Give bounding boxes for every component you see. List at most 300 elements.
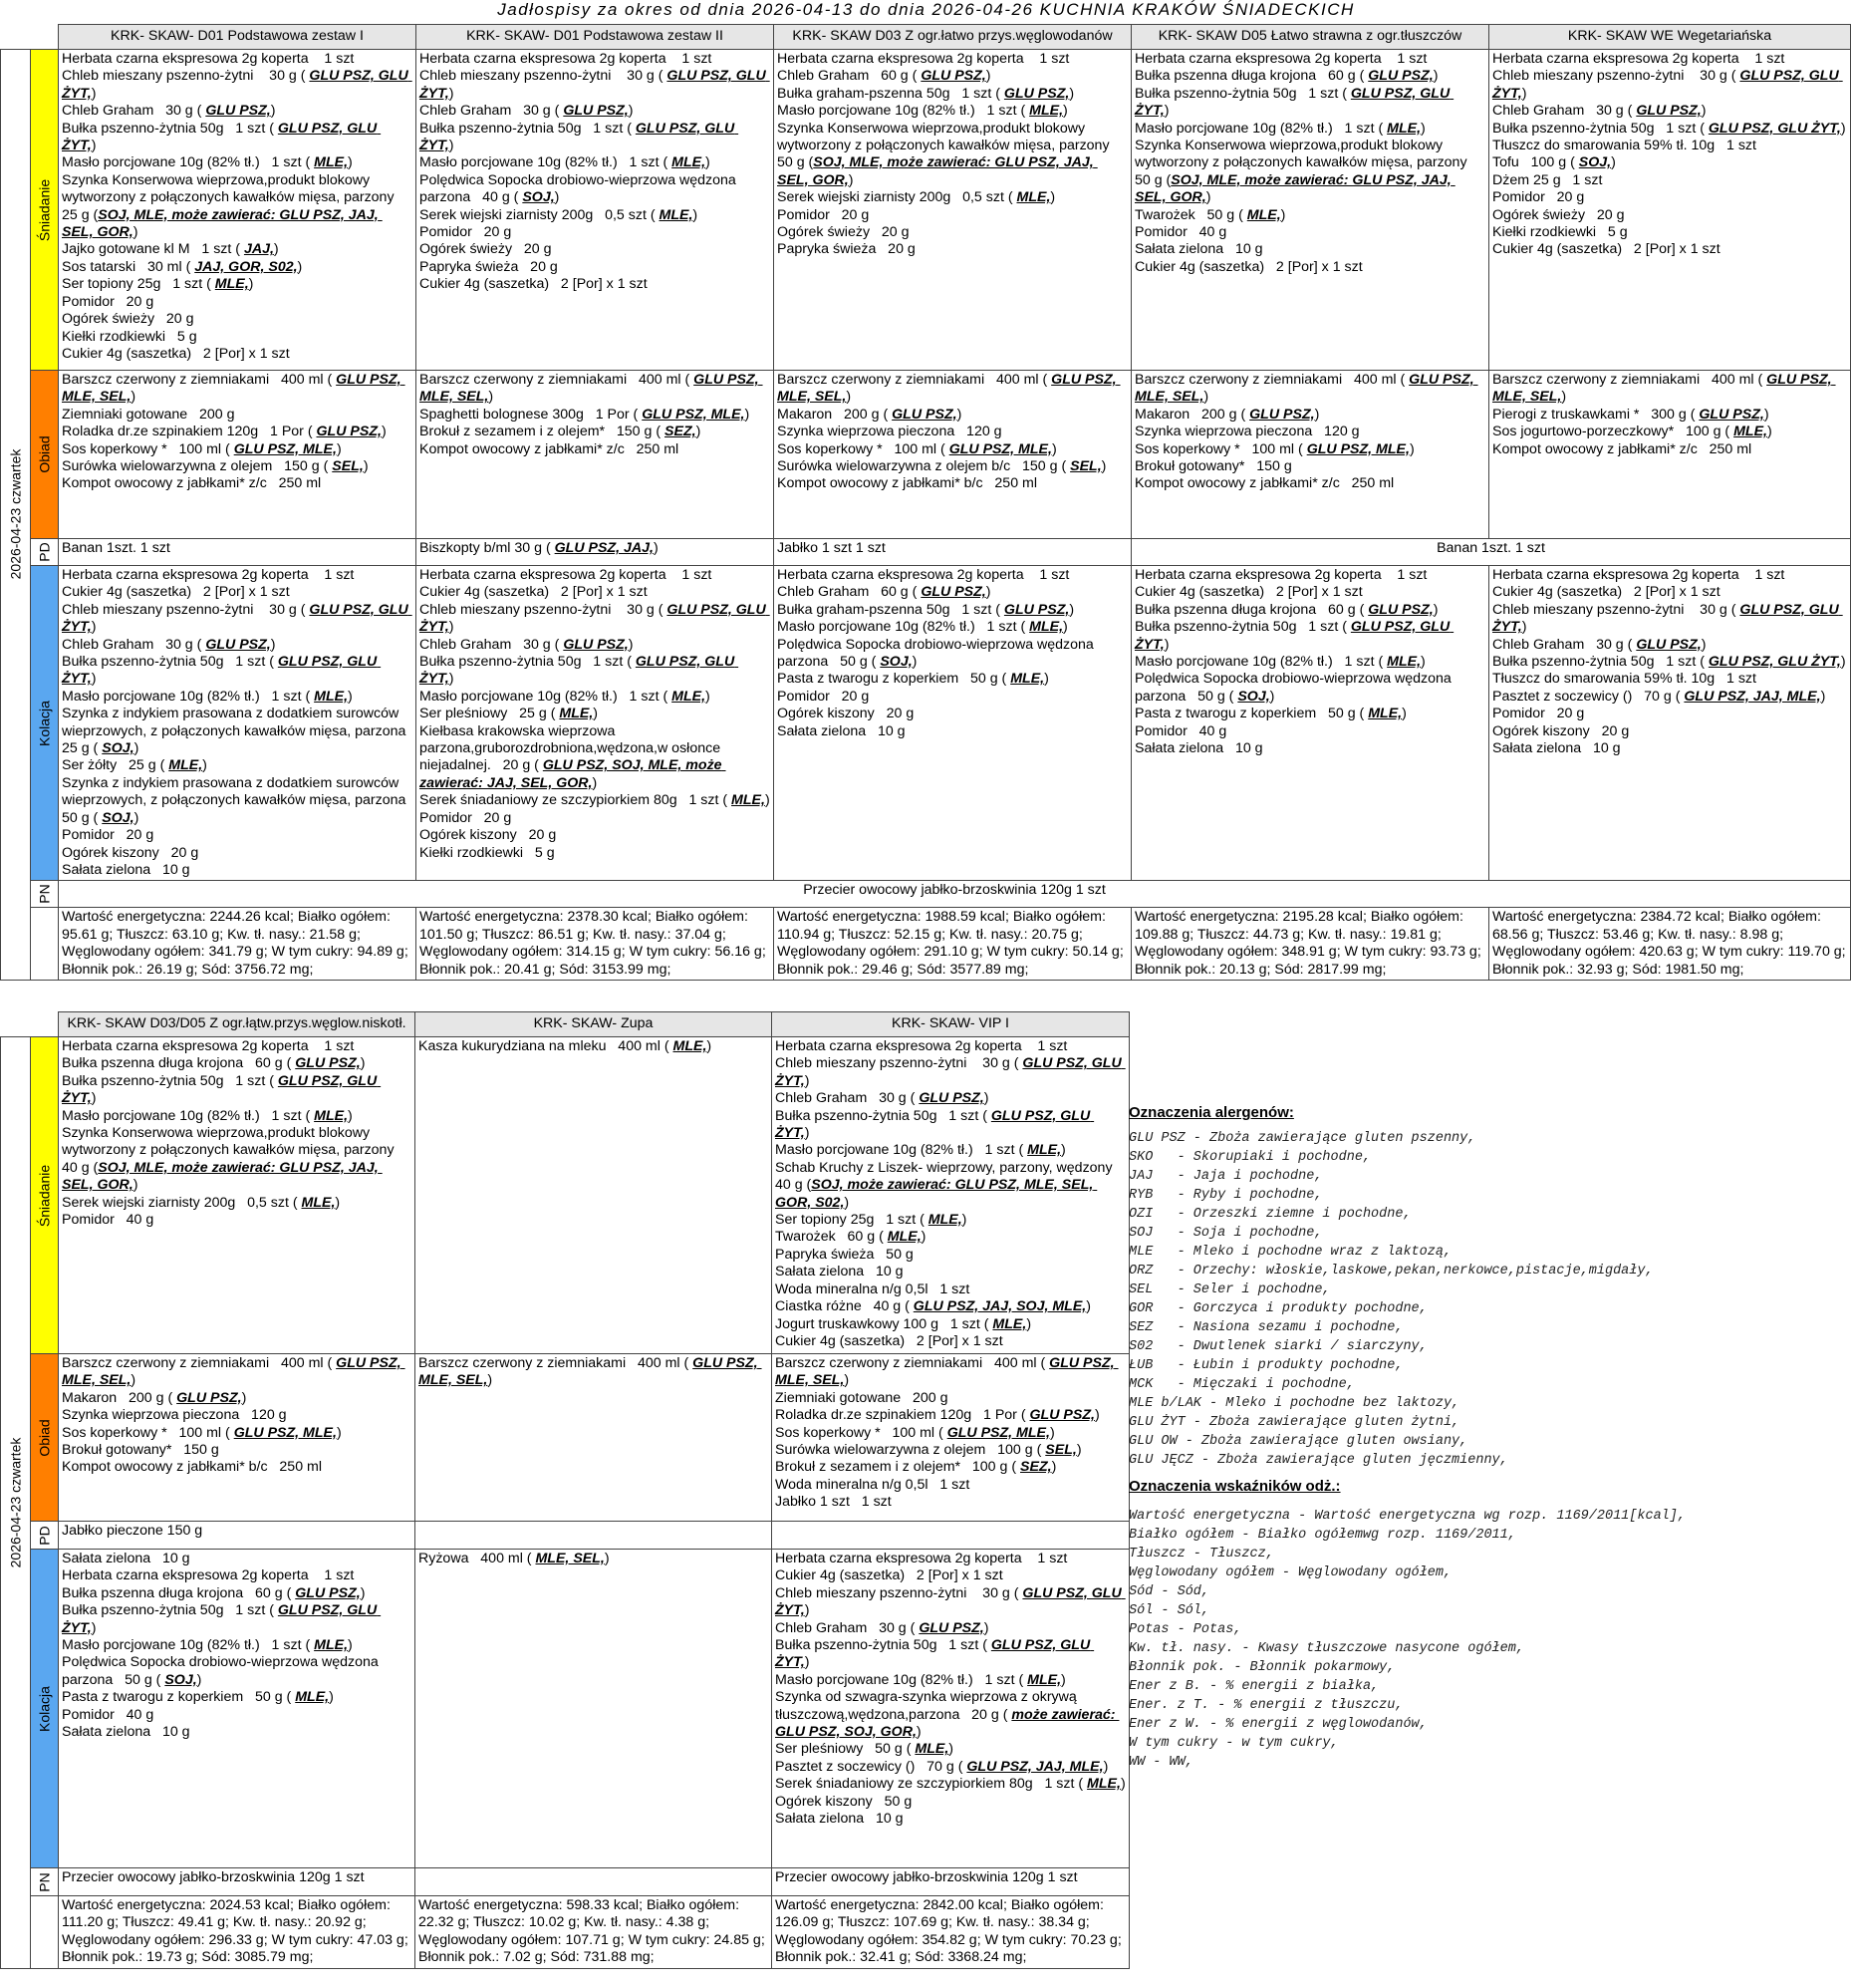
menu-item: Bułka pszenno-żytnia 50g 1 szt ( GLU PSZ, GLU ŻYT,) (62, 1072, 382, 1107)
menu-item: Herbata czarna ekspresowa 2g koperta 1 szt (1492, 567, 1785, 583)
meal-label-obiad: Obiad (31, 1354, 59, 1522)
menu-item: Pomidor 20 g (419, 809, 512, 826)
allergen-codes: GLU PSZ, MLE, SEL, (1135, 372, 1478, 406)
menu-item: Cukier 4g (saszetka) 2 [Por] x 1 szt (1135, 584, 1363, 601)
menu-item: Pomidor 20 g (62, 293, 154, 310)
allergen-codes: MLE, (1246, 206, 1281, 223)
menu-item: Szynka wieprzowa pieczona 120 g (62, 1407, 287, 1424)
meal-label-kolacja: Kolacja (31, 1550, 59, 1868)
allergen-codes: GLU PSZ, (176, 1389, 242, 1406)
menu-item: Bułka pszenna długa krojona 60 g ( GLU PSZ,) (1135, 68, 1439, 85)
allergen-codes: JAJ, GOR, S02, (194, 258, 298, 275)
indicator-line: W tym cukry - w tym cukry, (1129, 1736, 1339, 1751)
allergen-codes: GLU PSZ, JAJ, MLE, (966, 1758, 1104, 1775)
allergen-codes: MLE, (1010, 671, 1045, 688)
menu-item: Sałata zielona 10 g (1135, 740, 1263, 757)
menu-item: Pomidor 20 g (419, 224, 512, 241)
menu-item: Twarożek 60 g ( MLE,) (775, 1229, 926, 1246)
menu-item: Serek wiejski ziarnisty 200g 0,5 szt ( MLE,) (62, 1194, 341, 1211)
meal-cell (1132, 371, 1489, 539)
menu-item: Ogórek świeży 20 g (419, 241, 552, 258)
allergen-codes: GLU PSZ, JAJ, SOJ, MLE, (913, 1298, 1087, 1315)
allergen-codes: GLU PSZ, (295, 1055, 361, 1072)
menu-item: Bułka pszenna długa krojona 60 g ( GLU PSZ,) (1135, 601, 1439, 618)
menu-item: Barszcz czerwony z ziemniakami 400 ml ( GLU PSZ, MLE, SEL,) (1492, 372, 1836, 406)
menu-item: Chleb Graham 30 g ( GLU PSZ,) (419, 103, 634, 120)
menu-item: Chleb Graham 30 g ( GLU PSZ,) (419, 636, 634, 653)
indicator-line: Potas - Potas, (1129, 1622, 1242, 1637)
menu-item: Surówka wielowarzywna z olejem 150 g ( SEL,) (62, 458, 369, 475)
meal-label-obiad: Obiad (31, 371, 59, 539)
indicator-list (1129, 1507, 1846, 1772)
allergen-codes: MLE, (1733, 424, 1767, 440)
menu-item: Herbata czarna ekspresowa 2g koperta 1 szt (419, 51, 712, 67)
menu-item: Herbata czarna ekspresowa 2g koperta 1 szt (62, 1567, 355, 1584)
menu-item: Pasta z twarogu z koperkiem 50 g ( MLE,) (777, 671, 1049, 688)
allergen-codes: MLE, (1016, 189, 1051, 206)
allergen-codes: SOJ, MLE, może zawierać: GLU PSZ, JAJ, SEL, GOR, (1135, 171, 1455, 206)
menu-item: Masło porcjowane 10g (82% tł.) 1 szt ( MLE,) (419, 688, 710, 705)
menu-item: Tofu 100 g ( SOJ,) (1492, 154, 1616, 171)
menu-item: Herbata czarna ekspresowa 2g koperta 1 szt (777, 51, 1070, 67)
meal-cell (59, 371, 416, 539)
summary-cell: Wartość energetyczna: 2024.53 kcal; Białko ogółem: 111.20 g; Tłuszcz: 49.41 g; Kw. tł. nasy.: 20.92 g; Węglowodany ogółem: 296.33 g; W tym cukry: 47.03 g; Błonnik pok.: 19.73 g; Sód: 3085.79 mg; (59, 1896, 415, 1969)
menu-item: Pomidor 40 g (1135, 722, 1227, 739)
menu-item: Surówka wielowarzywna z olejem b/c 150 g ( SEL,) (777, 458, 1107, 475)
allergen-codes: GLU PSZ, (1368, 601, 1434, 618)
menu-item: Sos jogurtowo-porzeczkowy* 100 g ( MLE,) (1492, 424, 1772, 440)
allergen-codes: GLU PSZ, (316, 424, 382, 440)
menu-item: Kiełbasa krakowska wieprzowa parzona,gruborozdrobniona,wędzona,w osłonce niejadalnej. 20 g ( GLU PSZ, SOJ, MLE, może zawierać: JAJ, SEL, GOR,) (419, 722, 726, 791)
menu-item: Chleb mieszany pszenno-żytni 30 g ( GLU PSZ, GLU ŻYT,) (775, 1584, 1126, 1619)
meal-cell (415, 1550, 772, 1868)
allergen-codes: GLU PSZ, GLU ŻYT, (62, 1072, 382, 1107)
menu-item: Makaron 200 g ( GLU PSZ,) (1135, 406, 1320, 423)
allergen-codes: może zawierać: GLU PSZ, SOJ, GOR, (775, 1706, 1120, 1741)
allergen-codes: GLU PSZ, GLU ŻYT, (775, 1584, 1126, 1619)
menu-item: Sałata zielona 10 g (1135, 241, 1263, 258)
menu-item: Szynka z indykiem prasowana z dodatkiem surowców wieprzowych, z połączonych kawałków mięsa, parzona 50 g ( SOJ,) (62, 774, 418, 826)
allergen-codes: SOJ, (164, 1671, 197, 1688)
menu-item: Cukier 4g (saszetka) 2 [Por] x 1 szt (1492, 584, 1720, 601)
meal-label-pn: PN (31, 881, 59, 908)
allergen-codes: MLE, (295, 1689, 330, 1706)
allergen-codes: GLU PSZ, (1249, 406, 1315, 423)
menu-item: Chleb mieszany pszenno-żytni 30 g ( GLU PSZ, GLU ŻYT,) (419, 601, 770, 636)
menu-item: Bułka pszenno-żytnia 50g 1 szt ( GLU PSZ, GLU ŻYT,) (1492, 120, 1846, 137)
allergen-codes: GLU PSZ, GLU ŻYT, (1708, 120, 1841, 137)
meal-cell (772, 1037, 1130, 1354)
menu-item: Jajko gotowane kl M 1 szt ( JAJ,) (62, 241, 279, 258)
menu-item: Bułka pszenna długa krojona 60 g ( GLU PSZ,) (62, 1584, 366, 1601)
menu-item: Chleb mieszany pszenno-żytni 30 g ( GLU PSZ, GLU ŻYT,) (775, 1055, 1126, 1089)
pn-cell: Przecier owocowy jabłko-brzoskwinia 120g 1 szt (772, 1868, 1130, 1896)
indicator-line: WW - WW, (1129, 1755, 1193, 1770)
date-cell (1, 50, 31, 981)
pd-cell: Jabłko pieczone 150 g (59, 1522, 415, 1550)
allergen-codes: MLE, (927, 1212, 962, 1229)
menu-item: Szynka z indykiem prasowana z dodatkiem surowców wieprzowych, z połączonych kawałków mięsa, parzona 25 g ( SOJ,) (62, 706, 418, 757)
meal-label-pd: PD (31, 1522, 59, 1550)
allergen-codes: GLU PSZ, MLE, (1306, 440, 1410, 457)
allergen-codes: GLU PSZ, MLE, (642, 406, 745, 423)
allergen-codes: MLE, (214, 276, 249, 293)
summary-cell: Wartość energetyczna: 2244.26 kcal; Białko ogółem: 95.61 g; Tłuszcz: 63.10 g; Kw. tł. nasy.: 21.58 g; Węglowodany ogółem: 341.79 g; W tym cukry: 94.89 g; Błonnik pok.: 26.19 g; Sód: 3756.72 mg; (59, 908, 416, 981)
allergen-line: GLU ŻYT - Zboża zawierające gluten żytni, (1129, 1415, 1460, 1430)
allergen-codes: GLU PSZ, (921, 68, 986, 85)
menu-item: Ser topiony 25g 1 szt ( MLE,) (62, 276, 254, 293)
allergen-codes: GLU PSZ, (1699, 406, 1764, 423)
summary-label-empty (31, 1896, 59, 1969)
menu-item: Ogórek kiszony 20 g (62, 844, 199, 861)
allergen-codes: GLU PSZ, (1636, 636, 1702, 653)
allergen-codes: SOJ, (1578, 154, 1612, 171)
menu-item: Kiełki rzodkiewki 5 g (1492, 224, 1628, 241)
menu-item: Szynka wieprzowa pieczona 120 g (1135, 424, 1360, 440)
allergen-codes: MLE, (1027, 1142, 1062, 1159)
menu-item: Szynka Konserwowa wieprzowa,produkt blokowy wytworzony z połączonych kawałków mięsa, parzony 40 g (SOJ, MLE, może zawierać: GLU PSZ, JAJ, SEL, GOR,) (62, 1125, 406, 1194)
summary-cell: Wartość energetyczna: 598.33 kcal; Białko ogółem: 22.32 g; Tłuszcz: 10.02 g; Kw. tł. nasy.: 4.38 g; Węglowodany ogółem: 107.71 g; W tym cukry: 24.85 g; Błonnik pok.: 7.02 g; Sód: 731.88 mg; (415, 1896, 772, 1969)
menu-item: Brokuł z sezamem i z olejem* 150 g ( SEZ,) (419, 424, 701, 440)
allergen-codes: GLU PSZ, MLE, (948, 440, 1052, 457)
menu-item: Polędwica Sopocka drobiowo-wieprzowa wędzona parzona 50 g ( SOJ,) (62, 1654, 383, 1688)
menu-item: Szynka wieprzowa pieczona 120 g (777, 424, 1002, 440)
allergen-codes: GLU PSZ, GLU ŻYT, (419, 68, 770, 102)
column-header: KRK- SKAW D05 Łatwo strawna z ogr.tłuszczów (1132, 25, 1489, 50)
meal-cell (59, 566, 416, 881)
allergens-title: Oznaczenia alergenów: (1129, 1104, 1294, 1121)
menu-item: Kasza kukurydziana na mleku 400 ml ( MLE,) (418, 1038, 712, 1054)
menu-item: Chleb mieszany pszenno-żytni 30 g ( GLU PSZ, GLU ŻYT,) (1492, 601, 1843, 636)
menu-item: Ser pleśniowy 50 g ( MLE,) (775, 1741, 953, 1758)
menu-item: Pomidor 20 g (62, 827, 154, 844)
menu-item: Cukier 4g (saszetka) 2 [Por] x 1 szt (775, 1332, 1003, 1349)
menu-item: Makaron 200 g ( GLU PSZ,) (62, 1389, 247, 1406)
meal-cell (774, 566, 1132, 881)
meal-cell (774, 50, 1132, 371)
summary-cell: Wartość energetyczna: 2842.00 kcal; Białko ogółem: 126.09 g; Tłuszcz: 107.69 g; Kw. tł. nasy.: 38.34 g; Węglowodany ogółem: 354.82 g; W tym cukry: 70.23 g; Błonnik pok.: 32.41 g; Sód: 3368.24 mg; (772, 1896, 1130, 1969)
menu-item: Pomidor 20 g (777, 688, 870, 705)
indicator-line: Białko ogółem - Białko ogółemwg rozp. 1169/2011, (1129, 1528, 1516, 1543)
menu-item: Bułka pszenno-żytnia 50g 1 szt ( GLU PSZ, GLU ŻYT,) (1135, 619, 1455, 653)
menu-item: Bułka pszenna długa krojona 60 g ( GLU PSZ,) (62, 1055, 366, 1072)
allergen-codes: GLU PSZ, GLU ŻYT, (62, 601, 412, 636)
allergen-codes: GLU PSZ, GLU ŻYT, (62, 654, 382, 688)
column-header: KRK- SKAW- Zupa (415, 1012, 772, 1037)
allergen-line: ORZ - Orzechy: włoskie,laskowe,pekan,nerkowce,pistacje,migdały, (1129, 1264, 1654, 1278)
menu-item: Woda mineralna n/g 0,5l 1 szt (775, 1280, 970, 1297)
menu-item: Roladka dr.ze szpinakiem 120g 1 Por ( GLU PSZ,) (62, 424, 387, 440)
menu-item: Herbata czarna ekspresowa 2g koperta 1 szt (775, 1551, 1068, 1566)
allergen-codes: MLE, (314, 1107, 349, 1124)
meal-label-kolacja: Kolacja (31, 566, 59, 881)
menu-item: Sałata zielona 10 g (62, 1551, 190, 1566)
menu-item: Tłuszcz do smarowania 59% tł. 10g 1 szt (1492, 671, 1756, 688)
menu-item: Bułka pszenno-żytnia 50g 1 szt ( GLU PSZ, GLU ŻYT,) (1492, 654, 1846, 671)
allergen-codes: MLE, (314, 1637, 349, 1654)
legend (1129, 1104, 1846, 1772)
allergen-codes: MLE, (1027, 1671, 1062, 1688)
menu-table-top (0, 24, 1851, 981)
menu-item: Sałata zielona 10 g (775, 1811, 904, 1828)
menu-item: Bułka pszenno-żytnia 50g 1 szt ( GLU PSZ, GLU ŻYT,) (419, 120, 739, 154)
menu-item: Ogórek kiszony 20 g (419, 827, 557, 844)
menu-item: Sos koperkowy * 100 ml ( GLU PSZ, MLE,) (62, 1424, 342, 1441)
indicator-line: Sól - Sól, (1129, 1603, 1210, 1618)
menu-item: Kompot owocowy z jabłkami* b/c 250 ml (777, 475, 1038, 492)
allergen-codes: GLU PSZ, GLU ŻYT, (1492, 68, 1843, 102)
menu-item: Brokuł gotowany* 150 g (1135, 458, 1292, 475)
menu-item: Ogórek kiszony 20 g (1492, 722, 1630, 739)
menu-item: Masło porcjowane 10g (82% tł.) 1 szt ( MLE,) (62, 1107, 353, 1124)
column-header: KRK- SKAW- D01 Podstawowa zestaw I (59, 25, 416, 50)
allergen-codes: GLU PSZ, (1636, 103, 1702, 120)
menu-item: Sałata zielona 10 g (777, 722, 906, 739)
allergen-codes: GLU PSZ, GLU ŻYT, (775, 1637, 1095, 1671)
allergen-codes: GLU PSZ, (892, 406, 957, 423)
allergen-codes: GLU PSZ, MLE, SEL, (418, 1355, 762, 1389)
allergen-codes: SOJ, MLE, może zawierać: GLU PSZ, JAJ, SEL, GOR, (62, 1159, 383, 1194)
menu-item: Sos koperkowy * 100 ml ( GLU PSZ, MLE,) (775, 1424, 1055, 1441)
menu-item: Cukier 4g (saszetka) 2 [Por] x 1 szt (419, 276, 648, 293)
allergen-line: ŁUB - Łubin i produkty pochodne, (1129, 1358, 1404, 1373)
allergen-line: SEL - Seler i pochodne, (1129, 1282, 1331, 1297)
menu-item: Ser pleśniowy 25 g ( MLE,) (419, 706, 598, 722)
allergen-codes: SEL, (1045, 1442, 1077, 1459)
menu-item: Sałata zielona 10 g (62, 861, 190, 878)
menu-item: Sos koperkowy * 100 ml ( GLU PSZ, MLE,) (777, 440, 1057, 457)
menu-item: Chleb mieszany pszenno-żytni 30 g ( GLU PSZ, GLU ŻYT,) (62, 601, 412, 636)
meal-cell (416, 371, 774, 539)
allergen-codes: GLU PSZ, MLE, SEL, (62, 372, 405, 406)
allergen-codes: SOJ, (880, 654, 913, 671)
allergen-codes: MLE, (672, 1038, 707, 1054)
pd-cell: Banan 1szt. 1 szt (1132, 539, 1851, 566)
menu-item: Ogórek świeży 20 g (62, 311, 194, 328)
allergen-codes: GLU PSZ, MLE, SEL, (775, 1355, 1119, 1389)
menu-item: Sos koperkowy * 100 ml ( GLU PSZ, MLE,) (1135, 440, 1415, 457)
menu-item: Masło porcjowane 10g (82% tł.) 1 szt ( MLE,) (1135, 120, 1426, 137)
menu-item: Pierogi z truskawkami * 300 g ( GLU PSZ,) (1492, 406, 1769, 423)
allergen-codes: MLE, (1029, 619, 1064, 636)
menu-item: Roladka dr.ze szpinakiem 120g 1 Por ( GLU PSZ,) (775, 1407, 1100, 1424)
allergen-codes: GLU PSZ, MLE, (946, 1424, 1050, 1441)
allergen-codes: GLU PSZ, (563, 636, 629, 653)
menu-item: Sałata zielona 10 g (1492, 740, 1621, 757)
allergen-line: GLU JĘCZ - Zboża zawierające gluten jęczmienny, (1129, 1453, 1508, 1468)
meal-cell (774, 371, 1132, 539)
menu-item: Pomidor 40 g (1135, 224, 1227, 241)
allergen-line: S02 - Dwutlenek siarki / siarczyny, (1129, 1339, 1428, 1354)
menu-item: Ogórek świeży 20 g (1492, 206, 1625, 223)
menu-item: Pomidor 40 g (62, 1706, 154, 1723)
menu-item: Szynka Konserwowa wieprzowa,produkt blokowy wytworzony z połączonych kawałków mięsa, parzony 50 g (SOJ, MLE, może zawierać: GLU PSZ, JAJ, SEL, GOR,) (1135, 138, 1479, 206)
allergen-codes: MLE, (1387, 654, 1422, 671)
allergen-codes: GLU PSZ, GLU ŻYT, (419, 654, 739, 688)
allergen-codes: GLU PSZ, GLU ŻYT, (1135, 619, 1455, 653)
meal-cell (416, 566, 774, 881)
menu-item: Herbata czarna ekspresowa 2g koperta 1 szt (1135, 51, 1428, 67)
menu-item: Bułka graham-pszenna 50g 1 szt ( GLU PSZ,) (777, 601, 1075, 618)
allergen-codes: MLE, (731, 792, 765, 809)
meal-cell (1132, 50, 1489, 371)
allergen-codes: GLU PSZ, GLU ŻYT, (775, 1107, 1095, 1142)
indicator-line: Sód - Sód, (1129, 1584, 1210, 1599)
allergen-codes: MLE, (1387, 120, 1422, 137)
header-corner (1, 1012, 59, 1037)
menu-item: Sałata zielona 10 g (62, 1724, 190, 1741)
menu-item: Chleb Graham 60 g ( GLU PSZ,) (777, 584, 991, 601)
allergen-codes: GLU PSZ, GLU ŻYT, (1135, 85, 1455, 120)
allergen-codes: GLU PSZ, (919, 1619, 984, 1636)
menu-item: Pomidor 40 g (62, 1212, 154, 1229)
menu-item: Kompot owocowy z jabłkami* z/c 250 ml (1492, 440, 1752, 457)
menu-table-bottom (0, 1011, 1130, 1969)
menu-item: Masło porcjowane 10g (82% tł.) 1 szt ( MLE,) (775, 1671, 1066, 1688)
menu-item: Barszcz czerwony z ziemniakami 400 ml ( GLU PSZ, MLE, SEL,) (62, 372, 405, 406)
date-label: 2026-04-23 czwartek (6, 1437, 23, 1568)
allergen-codes: GLU PSZ, GLU ŻYT, (419, 601, 770, 636)
menu-item: Polędwica Sopocka drobiowo-wieprzowa wędzona parzona 50 g ( SOJ,) (1135, 671, 1455, 705)
allergen-codes: GLU PSZ, (1003, 85, 1070, 102)
pn-cell: Przecier owocowy jabłko-brzoskwinia 120g 1 szt (59, 881, 1851, 908)
menu-item: Cukier 4g (saszetka) 2 [Por] x 1 szt (419, 584, 648, 601)
menu-item: Polędwica Sopocka drobiowo-wieprzowa wędzona parzona 50 g ( SOJ,) (777, 636, 1098, 671)
allergen-codes: GLU PSZ, MLE, SEL, (777, 372, 1121, 406)
allergen-codes: SEZ, (664, 424, 696, 440)
meal-cell (1132, 566, 1489, 881)
allergen-codes: GLU PSZ, (1003, 601, 1070, 618)
allergen-codes: MLE, (671, 688, 706, 705)
allergen-codes: GLU PSZ, (205, 103, 271, 120)
allergen-list (1129, 1129, 1846, 1470)
menu-item: Serek śniadaniowy ze szczypiorkiem 80g 1 szt ( MLE,) (775, 1776, 1126, 1793)
meal-label-sniadanie: Śniadanie (31, 50, 59, 371)
menu-item: Papryka świeża 20 g (777, 241, 916, 258)
date-cell (1, 1037, 31, 1969)
menu-item: Tłuszcz do smarowania 59% tł. 10g 1 szt (1492, 138, 1756, 154)
indicator-line: Wartość energetyczna - Wartość energetyczna wg rozp. 1169/2011[kcal], (1129, 1509, 1686, 1524)
allergen-codes: JAJ, (243, 241, 274, 258)
menu-item: Chleb Graham 30 g ( GLU PSZ,) (1492, 103, 1707, 120)
column-header: KRK- SKAW- VIP I (772, 1012, 1130, 1037)
menu-item: Bułka pszenno-żytnia 50g 1 szt ( GLU PSZ, GLU ŻYT,) (62, 1602, 382, 1636)
menu-item: Pasta z twarogu z koperkiem 50 g ( MLE,) (1135, 706, 1407, 722)
menu-item: Pomidor 20 g (1492, 706, 1585, 722)
menu-item: Kompot owocowy z jabłkami* z/c 250 ml (62, 475, 322, 492)
meal-cell (59, 1037, 415, 1354)
menu-item: Cukier 4g (saszetka) 2 [Por] x 1 szt (1492, 241, 1720, 258)
allergen-codes: GLU PSZ, (919, 1090, 984, 1107)
menu-item: Ogórek kiszony 50 g (775, 1793, 913, 1810)
menu-item: Sos tatarski 30 ml ( JAJ, GOR, S02,) (62, 258, 303, 275)
menu-item: Ogórek świeży 20 g (777, 224, 910, 241)
allergen-codes: MLE, (559, 706, 594, 722)
menu-item: Masło porcjowane 10g (82% tł.) 1 szt ( MLE,) (62, 688, 353, 705)
menu-item: Bułka pszenno-żytnia 50g 1 szt ( GLU PSZ, GLU ŻYT,) (775, 1107, 1095, 1142)
allergen-codes: SEL, (332, 458, 364, 475)
pn-cell: Przecier owocowy jabłko-brzoskwinia 120g 1 szt (59, 1868, 415, 1896)
menu-item: Jogurt truskawkowy 100 g 1 szt ( MLE,) (775, 1315, 1032, 1332)
menu-item: Cukier 4g (saszetka) 2 [Por] x 1 szt (1135, 258, 1363, 275)
menu-item: Masło porcjowane 10g (82% tł.) 1 szt ( MLE,) (775, 1142, 1066, 1159)
allergen-codes: SOJ, (522, 189, 555, 206)
allergen-codes: SOJ, (1237, 688, 1270, 705)
menu-item: Brokuł gotowany* 150 g (62, 1442, 219, 1459)
allergen-line: OZI - Orzeszki ziemne i pochodne, (1129, 1207, 1412, 1222)
allergen-codes: SEZ, (1020, 1459, 1052, 1476)
allergen-codes: MLE, SEL, (535, 1551, 605, 1566)
menu-item: Surówka wielowarzywna z olejem 100 g ( SEL,) (775, 1442, 1082, 1459)
meal-cell (416, 50, 774, 371)
allergen-codes: GLU PSZ, MLE, SEL, (1492, 372, 1836, 406)
allergen-line: MCK - Mięczaki i pochodne, (1129, 1377, 1355, 1392)
menu-item: Ser żółty 25 g ( MLE,) (62, 757, 207, 774)
indicators-title: Oznaczenia wskaźników odż.: (1129, 1478, 1341, 1495)
allergen-codes: MLE, (1368, 706, 1403, 722)
menu-item: Papryka świeża 50 g (775, 1246, 914, 1263)
meal-label-pn: PN (31, 1868, 59, 1896)
menu-item: Chleb Graham 30 g ( GLU PSZ,) (62, 103, 276, 120)
summary-label-empty (31, 908, 59, 981)
menu-item: Brokuł z sezamem i z olejem* 100 g ( SEZ,) (775, 1459, 1057, 1476)
allergen-codes: MLE, (1029, 103, 1064, 120)
pd-cell: Banan 1szt. 1 szt (59, 539, 416, 566)
menu-item: Szynka Konserwowa wieprzowa,produkt blokowy wytworzony z połączonych kawałków mięsa, parzony 25 g (SOJ, MLE, może zawierać: GLU PSZ, JAJ, SEL, GOR,) (62, 171, 406, 241)
allergen-codes: MLE, (659, 206, 693, 223)
allergen-codes: MLE, (301, 1194, 336, 1211)
allergen-codes: GLU PSZ, GLU ŻYT, (775, 1055, 1126, 1089)
column-header: KRK- SKAW WE Wegetariańska (1489, 25, 1851, 50)
menu-item: Masło porcjowane 10g (82% tł.) 1 szt ( MLE,) (62, 1637, 353, 1654)
menu-item: Barszcz czerwony z ziemniakami 400 ml ( GLU PSZ, MLE, SEL,) (62, 1355, 405, 1389)
allergen-codes: GLU PSZ, GLU ŻYT, (62, 1602, 382, 1636)
allergen-codes: GLU PSZ, (1368, 68, 1434, 85)
meal-label-pd: PD (31, 539, 59, 566)
menu-item: Dżem 25 g 1 szt (1492, 171, 1603, 188)
pn-cell (415, 1868, 772, 1896)
menu-item: Szynka od szwagra-szynka wieprzowa z okrywą tłuszczową,wędzona,parzona 20 g ( może zawierać: GLU PSZ, SOJ, GOR,) (775, 1689, 1120, 1741)
menu-item: Masło porcjowane 10g (82% tł.) 1 szt ( MLE,) (777, 619, 1068, 636)
menu-item: Barszcz czerwony z ziemniakami 400 ml ( GLU PSZ, MLE, SEL,) (775, 1355, 1119, 1389)
menu-item: Kiełki rzodkiewki 5 g (419, 844, 555, 861)
pd-cell: Biszkopty b/ml 30 g ( GLU PSZ, JAJ,) (416, 539, 774, 566)
summary-cell: Wartość energetyczna: 2378.30 kcal; Białko ogółem: 101.50 g; Tłuszcz: 86.51 g; Kw. tł. nasy.: 37.04 g; Węglowodany ogółem: 314.15 g; W tym cukry: 56.16 g; Błonnik pok.: 20.41 g; Sód: 3153.99 mg; (416, 908, 774, 981)
menu-item: Ser topiony 25g 1 szt ( MLE,) (775, 1212, 967, 1229)
menu-item: Ryżowa 400 ml ( MLE, SEL,) (418, 1551, 610, 1566)
menu-item: Kompot owocowy z jabłkami* b/c 250 ml (62, 1459, 323, 1476)
column-header: KRK- SKAW D03/D05 Z ogr.łątw.przys.węglow.niskotł. (59, 1012, 415, 1037)
allergen-codes: GLU PSZ, GLU ŻYT, (62, 68, 412, 102)
menu-item: Kompot owocowy z jabłkami* z/c 250 ml (1135, 475, 1395, 492)
page-title: Jadłospisy za okres od dnia 2026-04-13 do dnia 2026-04-26 KUCHNIA KRAKÓW ŚNIADECKICH (497, 0, 1355, 19)
allergen-line: SKO - Skorupiaki i pochodne, (1129, 1150, 1372, 1165)
indicator-line: Kw. tł. nasy. - Kwasy tłuszczowe nasycone ogółem, (1129, 1641, 1524, 1656)
indicator-line: Tłuszcz - Tłuszcz, (1129, 1547, 1274, 1562)
menu-item: Ciastka różne 40 g ( GLU PSZ, JAJ, SOJ, MLE,) (775, 1298, 1091, 1315)
meal-cell (415, 1354, 772, 1522)
menu-item: Masło porcjowane 10g (82% tł.) 1 szt ( MLE,) (777, 103, 1068, 120)
menu-item: Herbata czarna ekspresowa 2g koperta 1 szt (62, 567, 355, 583)
meal-cell (59, 1354, 415, 1522)
pd-cell (415, 1522, 772, 1550)
allergen-codes: SOJ, MLE, może zawierać: GLU PSZ, JAJ, SEL, GOR, (777, 154, 1098, 188)
meal-cell (1489, 371, 1851, 539)
allergen-codes: MLE, (314, 154, 349, 171)
meal-cell (772, 1550, 1130, 1868)
menu-item: Serek wiejski ziarnisty 200g 0,5 szt ( MLE,) (419, 206, 698, 223)
allergen-codes: SOJ, (102, 809, 134, 826)
